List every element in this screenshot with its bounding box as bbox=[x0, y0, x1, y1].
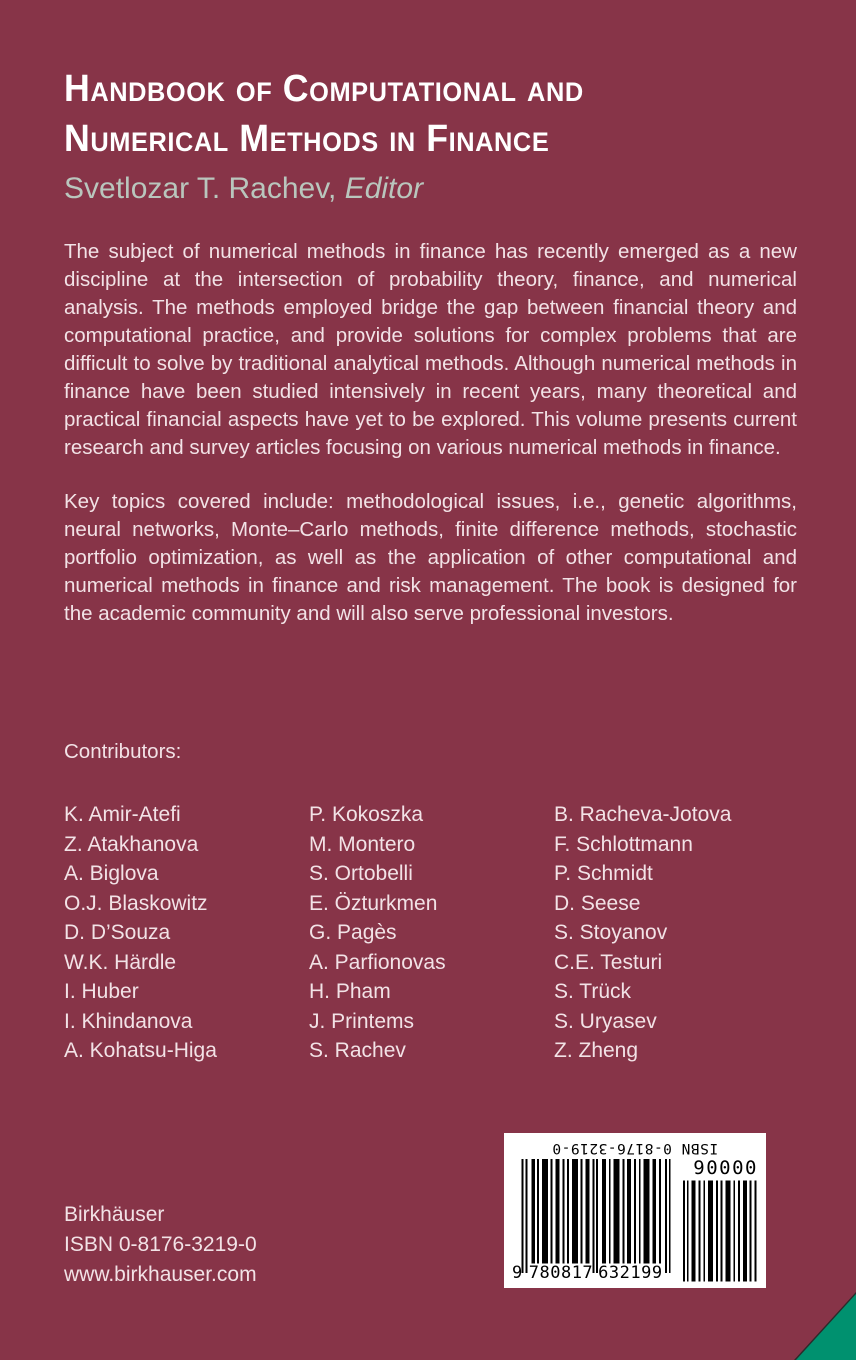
blurb-block bbox=[64, 238, 797, 628]
contributor-name: B. Racheva-Jotova bbox=[554, 803, 732, 826]
contributor-name: A. Parfionovas bbox=[309, 950, 446, 974]
editor-role: Editor bbox=[344, 172, 424, 205]
contributor-name: K. Amir-Atefi bbox=[64, 803, 181, 826]
barcode-body bbox=[512, 1157, 758, 1283]
editor-byline bbox=[64, 167, 804, 211]
contributor-name: S. Rachev bbox=[309, 1039, 406, 1062]
contributor-name: S. Trück bbox=[554, 980, 632, 1003]
contributor-name: S. Uryasev bbox=[554, 1009, 657, 1033]
ean13-right-group: 632199 bbox=[598, 1263, 663, 1283]
barcode-addon-digits: 90000 bbox=[693, 1157, 758, 1179]
contributor-name: W.K. Härdle bbox=[64, 950, 177, 974]
publisher-block bbox=[64, 1200, 257, 1290]
ean13-barcode bbox=[512, 1157, 675, 1283]
contributor-name: S. Stoyanov bbox=[554, 921, 668, 944]
title-block bbox=[64, 64, 804, 211]
editor-name: Svetlozar T. Rachev, bbox=[64, 172, 337, 205]
barcode-addon bbox=[681, 1157, 758, 1283]
contributor-name: S. Ortobelli bbox=[309, 862, 413, 885]
contributor-name: P. Kokoszka bbox=[309, 803, 424, 826]
ean13-lead-digit: 9 bbox=[512, 1263, 523, 1283]
contributors-column-2 bbox=[309, 800, 554, 1066]
barcode-isbn-label: ISBN 0-8176-3219-0 bbox=[551, 1140, 719, 1156]
book-title-line-1: Handbook of Computational and bbox=[64, 68, 584, 110]
publisher-website[interactable]: www.birkhauser.com bbox=[64, 1263, 257, 1286]
blurb-paragraph-1: The subject of numerical methods in finance has recently emerged as a new discipline at the intersection of probability theory, finance, and numerical analysis. The methods employed bridge the gap between financial theory and computational practice, and provide solutions for complex problems that are difficult to solve by traditional analytical methods. Although numerical methods in finance have been studied intensively in recent years, many theoretical and practical financial aspects have yet to be explored. This volume presents current research and survey articles focusing on various numerical methods in finance. bbox=[64, 240, 797, 459]
contributor-name: C.E. Testuri bbox=[554, 950, 663, 974]
barcode-addon-bars bbox=[681, 1179, 758, 1283]
contributor-name: F. Schlottmann bbox=[554, 832, 693, 856]
publisher-name: Birkhäuser bbox=[64, 1203, 165, 1226]
blurb-paragraph-2: Key topics covered include: methodological issues, i.e., genetic algorithms, neural networks, Monte–Carlo methods, finite difference methods, stochastic portfolio optimization, as well as the application of other computational and numerical methods in finance and risk management. The book is designed for the academic community and will also serve professional investors. bbox=[64, 490, 797, 625]
contributor-name: D. Seese bbox=[554, 891, 641, 915]
contributor-name: O.J. Blaskowitz bbox=[64, 891, 208, 915]
contributor-name: J. Printems bbox=[309, 1009, 415, 1033]
contributor-name: H. Pham bbox=[309, 980, 391, 1003]
contributor-name: P. Schmidt bbox=[554, 862, 653, 885]
contributors-column-3 bbox=[554, 800, 804, 1066]
contributor-name: I. Huber bbox=[64, 980, 139, 1003]
barcode-card bbox=[504, 1133, 766, 1288]
book-title-line-2: Numerical Methods in Finance bbox=[64, 118, 550, 160]
contributor-name: Z. Zheng bbox=[554, 1039, 639, 1062]
contributors-column-1 bbox=[64, 800, 309, 1066]
contributor-name: M. Montero bbox=[309, 832, 416, 856]
contributor-name: G. Pagès bbox=[309, 921, 397, 944]
contributor-name: D. D’Souza bbox=[64, 921, 171, 944]
contributor-name: I. Khindanova bbox=[64, 1009, 193, 1033]
contributor-name: A. Kohatsu-Higa bbox=[64, 1039, 217, 1062]
contributor-name: E. Özturkmen bbox=[309, 891, 438, 915]
contributors-columns bbox=[64, 800, 804, 1066]
publisher-isbn: ISBN 0-8176-3219-0 bbox=[64, 1233, 257, 1256]
ean13-digits bbox=[512, 1263, 680, 1283]
contributor-name: A. Biglova bbox=[64, 862, 159, 885]
contributor-name: Z. Atakhanova bbox=[64, 832, 199, 856]
ean13-left-group: 780817 bbox=[528, 1263, 594, 1283]
contributors-heading: Contributors: bbox=[64, 740, 182, 763]
